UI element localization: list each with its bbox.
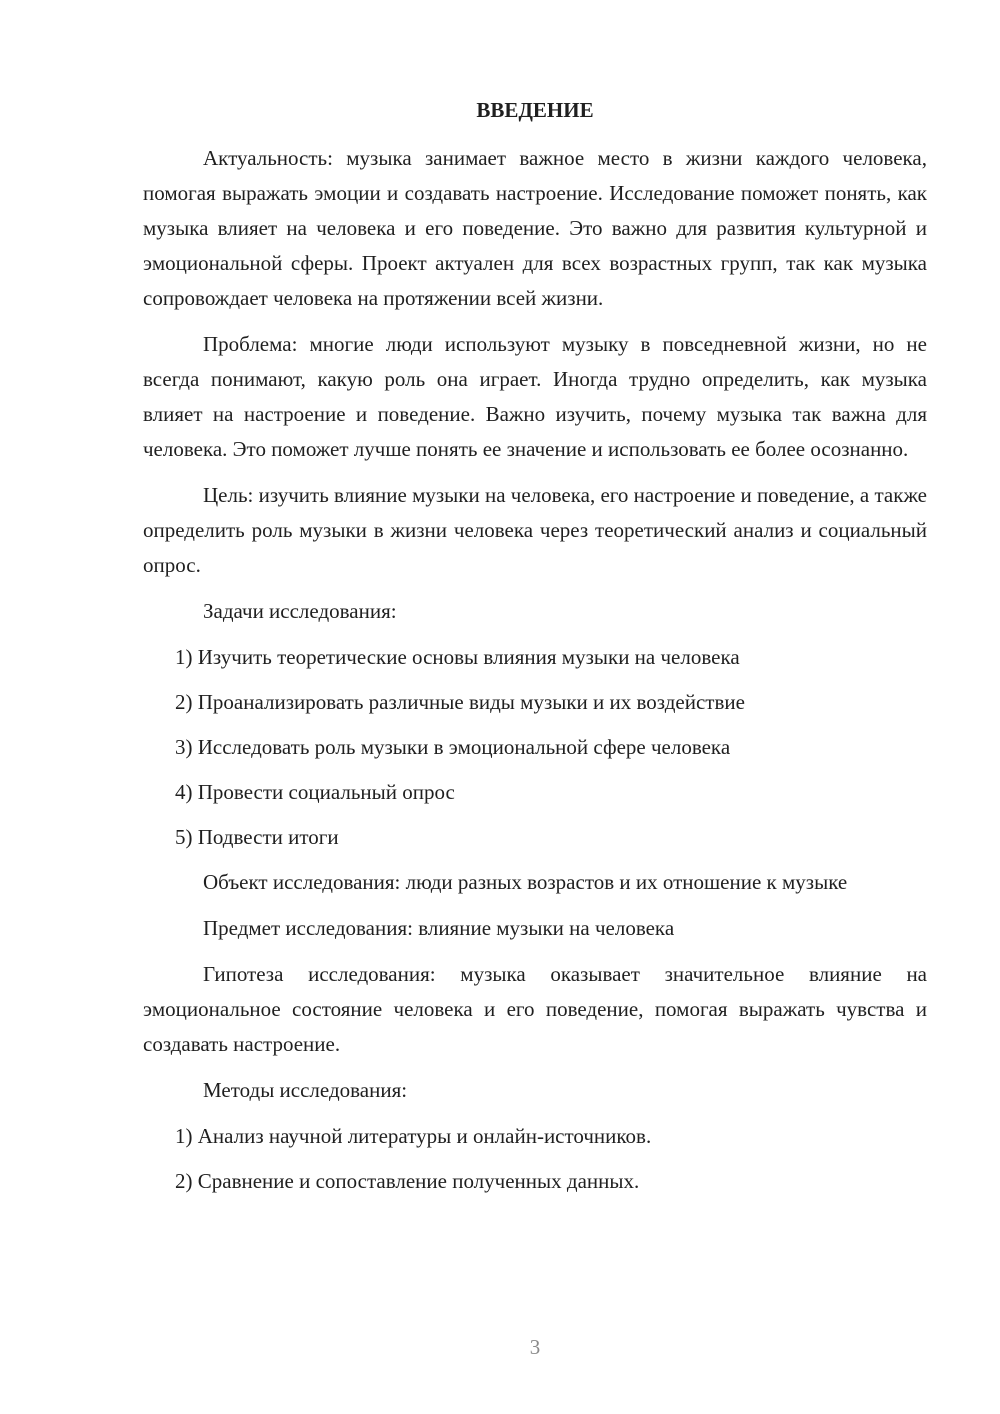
method-item-1: 1) Анализ научной литературы и онлайн-источников.: [175, 1124, 652, 1148]
task-item-2: 2) Проанализировать различные виды музыки и их воздействие: [175, 690, 745, 714]
page-title: ВВЕДЕНИЕ: [476, 98, 594, 122]
goal-paragraph: Цель: изучить влияние музыки на человека, его настроение и поведение, а также определить роль музыки в жизни человека через теоретический анализ и социальный опрос.: [143, 483, 928, 577]
page-content: [143, 93, 927, 1209]
task-item-3: 3) Исследовать роль музыки в эмоциональной сфере человека: [175, 735, 731, 759]
methods-heading: Методы исследования:: [203, 1078, 408, 1102]
task-item-4: 4) Провести социальный опрос: [175, 780, 455, 804]
page-number: 3: [529, 1335, 541, 1359]
task-item-5: 5) Подвести итоги: [175, 825, 339, 849]
tasks-heading: Задачи исследования:: [203, 599, 397, 623]
object-paragraph: Объект исследования: люди разных возрастов и их отношение к музыке: [203, 870, 848, 894]
problem-paragraph: Проблема: многие люди используют музыку в повседневной жизни, но не всегда понимают, какую роль она играет. Иногда трудно определить, как музыка влияет на настроение и поведение. Важно изучить, почему музыка так важна для человека. Это поможет лучше понять ее значение и использовать ее более осознанно.: [143, 332, 927, 461]
hypothesis-paragraph: Гипотеза исследования: музыка оказывает значительное влияние на эмоциональное состояние человека и его поведение, помогая выражать чувства и создавать настроение.: [143, 962, 927, 1056]
task-item-1: 1) Изучить теоретические основы влияния музыки на человека: [175, 645, 740, 669]
method-item-2: 2) Сравнение и сопоставление полученных данных.: [175, 1169, 640, 1193]
subject-paragraph: Предмет исследования: влияние музыки на человека: [203, 916, 675, 940]
relevance-paragraph: Актуальность: музыка занимает важное место в жизни каждого человека, помогая выражать эмоции и создавать настроение. Исследование поможет понять, как музыка влияет на человека и его поведение. Это важно для развития культурной и эмоциональной сферы. Проект актуален для всех возрастных групп, так как музыка сопровождает человека на протяжении всей жизни.: [143, 146, 927, 310]
